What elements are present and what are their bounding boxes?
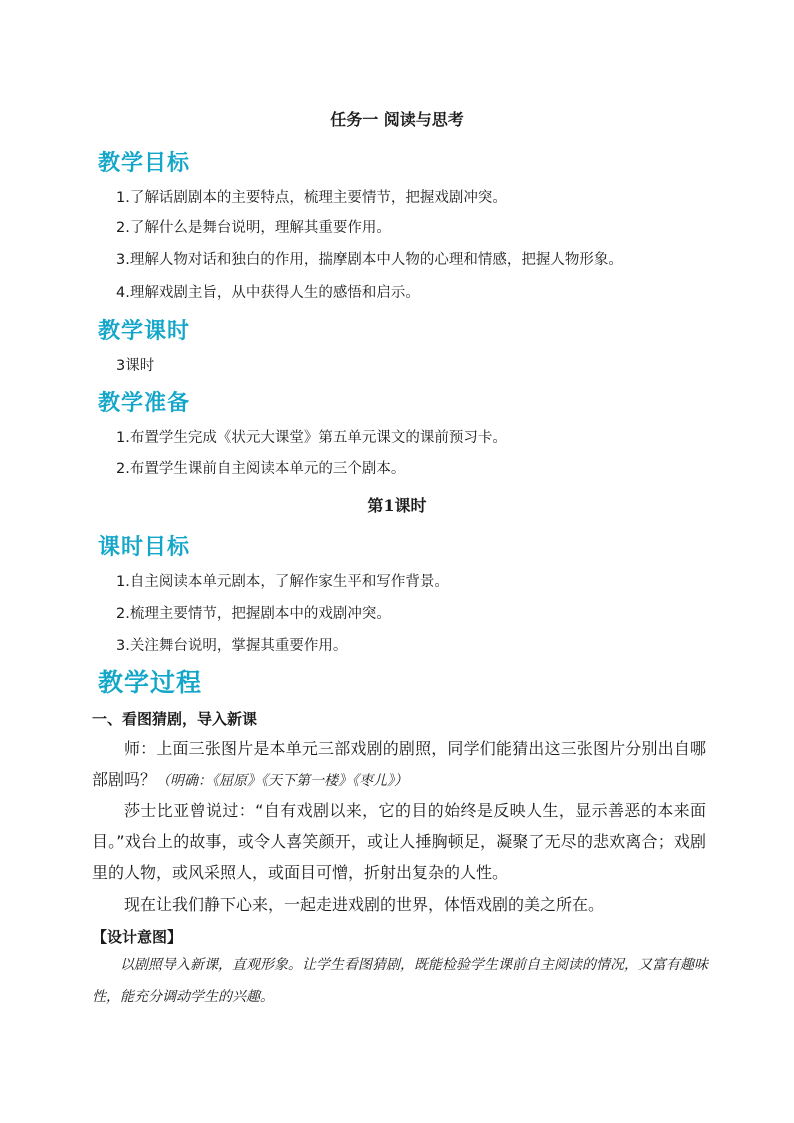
goal-item-1: 1.了解话剧剧本的主要特点，梳理主要情节，把握戏剧冲突。 [116,190,507,206]
design-intent-tag: 【设计意图】 [92,928,183,946]
section-heading-process: 教学过程 [98,668,203,697]
goal-item-2: 2.了解什么是舞台说明，理解其重要作用。 [116,220,391,236]
hours-text: 3课时 [116,358,155,374]
lesson-title: 第1课时 [367,496,427,515]
paragraph-enter-drama: 现在让我们静下心来，一起走进戏剧的世界，体悟戏剧的美之所在。 [124,895,605,914]
step1-heading: 一、看图猜剧，导入新课 [92,710,258,728]
lesson-goal-item-2: 2.梳理主要情节，把握剧本中的戏剧冲突。 [116,606,391,622]
lesson-goal-item-1: 1.自主阅读本单元剧本，了解作家生平和写作背景。 [116,574,449,590]
lesson-goal-item-3: 3.关注舞台说明，掌握其重要作用。 [116,638,348,654]
section-heading-hours: 教学课时 [98,319,191,344]
goal-item-4: 4.理解戏剧主旨，从中获得人生的感悟和启示。 [116,285,420,301]
paragraph-intro-main: 师：上面三张图片是本单元三部戏剧的剧照，同学们能猜出这三张图片分别出自哪部剧吗？ [92,739,706,789]
section-heading-prep: 教学准备 [98,391,191,416]
prep-item-2: 2.布置学生课前自主阅读本单元的三个剧本。 [116,461,406,477]
section-heading-goals: 教学目标 [98,151,191,176]
paragraph-intro [92,733,706,797]
prep-item-1: 1.布置学生完成《状元大课堂》第五单元课文的课前预习卡。 [116,430,507,446]
goal-item-3: 3.理解人物对话和独白的作用，揣摩剧本中人物的心理和情感，把握人物形象。 [116,252,623,268]
paragraph-shakespeare: 莎士比亚曾说过：“自有戏剧以来，它的目的始终是反映人生，显示善恶的本来面目。”戏台上的故事，或令人喜笑颜开，或让人捶胸顿足，凝聚了无尽的悲欢离合；戏剧里的人物，或风采照人，或面目可憎，折射出复杂的人性。 [92,801,706,882]
document-title: 任务一 阅读与思考 [330,110,464,129]
design-intent-text: 以剧照导入新课，直观形象。让学生看图猜剧，既能检验学生课前自主阅读的情况，又富有趣味性，能充分调动学生的兴趣。 [92,957,708,1005]
section-heading-lesson-goals: 课时目标 [98,535,191,560]
paragraph-intro-note: （明确：《屈原》《天下第一楼》《枣儿》） [156,773,409,789]
